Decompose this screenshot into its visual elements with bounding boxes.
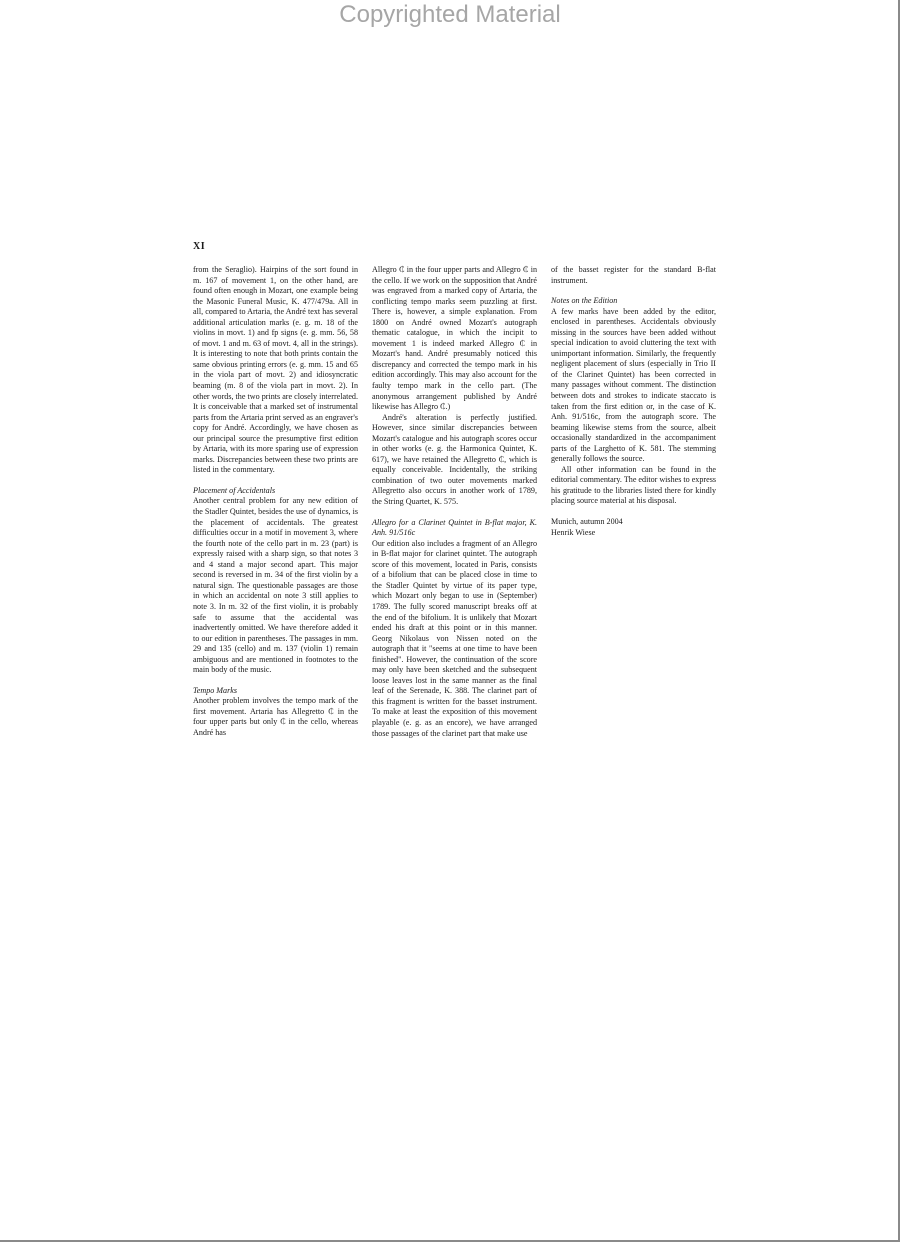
paragraph: from the Seraglio). Hairpins of the sort found in m. 167 of movement 1, on the other hand, are found often enough in Mozart, one example being the Masonic Funeral Music, K. 477/479a. All in all, compared to Artaria, the André text has several additional articulation marks (e. g. m. 18 of the violins in movt. 1) and fp signs (e. g. mm. 56, 58 of movt. 1 and m. 63 of movt. 4, all in the strings). It is interesting to note that both prints contain the same obvious printing errors (e. g. mm. 15 and 65 in the viola part of movt. 2) and idiosyncratic beaming (m. 8 of the viola part in movt. 2). In other words, the two prints are closely interrelated. It is conceivable that a marked set of instrumental parts from the Artaria print served as an engraver's copy for André. Accordingly, we have chosen as our principal source the presumptive first edition by Artaria, with its more sparing use of expression marks. Discrepancies between these two prints are listed in the commentary. bbox=[193, 265, 358, 475]
text-column-2 bbox=[372, 265, 537, 739]
place-date: Munich, autumn 2004 bbox=[551, 517, 623, 527]
paragraph: Our edition also includes a fragment of an Allegro in B-flat major for clarinet quintet. The autograph score of this movement, located in Paris, consists of a bifolium that can be placed close in time to the Stadler Quintet by virtue of its paper type, which Mozart only began to use in (September) 1789. The fully scored manuscript breaks off at the end of the bifolium. It is unlikely that Mozart ended his draft at this point or in this manner. Georg Nikolaus von Nissen noted on the autograph that it "seems at one time to have been finished". However, the continuation of the score may only have been sketched and the subsequent loose leaves lost in the same manner as the final leaf of the Serenade, K. 388. The clarinet part of this fragment is written for the basset instrument. To make at least the exposition of this movement playable (e. g. as an encore), we have arranged those passages of the clarinet part that make use bbox=[372, 538, 537, 738]
editor-signature: Henrik Wiese bbox=[551, 527, 596, 537]
copyright-watermark: Copyrighted Material bbox=[339, 1, 561, 28]
paragraph: Another central problem for any new edition of the Stadler Quintet, besides the use of dynamics, is the placement of accidentals. The greatest difficulties occur in a motif in movement 3, where the fourth note of the cello part in m. 23 (part) is expressly raised with a sharp sign, so that notes 3 and 4 stand a major second apart. This major second is reversed in m. 34 of the first violin by a natural sign. The questionable passages are those in which an accidental on note 3 still applies to note 3. In m. 32 of the first violin, it is probably safe to assume that the accidental was inadvertently omitted. We have therefore added it to our edition in parentheses. The passages in mm. 29 and 135 (cello) and m. 137 (violin 1) remain ambiguous and are mentioned in footnotes to the main body of the music. bbox=[193, 496, 358, 675]
text-column-1 bbox=[193, 265, 358, 739]
page-number: XI bbox=[193, 241, 206, 252]
paragraph: Another problem involves the tempo mark of the first movement. Artaria has Allegretto ₵ in the four upper parts but only ₵ in the cello, whereas André has bbox=[193, 696, 358, 737]
section-heading-accidentals: Placement of Accidentals bbox=[193, 485, 276, 495]
text-column-3 bbox=[551, 265, 716, 538]
paragraph: of the basset register for the standard B-flat instrument. bbox=[551, 265, 716, 285]
paragraph: André's alteration is perfectly justified. However, since similar discrepancies between Mozart's catalogue and his autograph scores occur in other works (e. g. the Harmonica Quintet, K. 617), we have retained the Allegretto ₵, which is equally conceivable. Incidentally, the striking combination of two outer movements marked Allegretto also occurs in another work of 1789, the String Quartet, K. 575. bbox=[372, 412, 537, 507]
paragraph: Allegro ₵ in the four upper parts and Allegro ₵ in the cello. If we work on the supposition that André was engraved from a marked copy of Artaria, the conflicting tempo marks seem puzzling at first. There is, however, a simple explanation. From 1800 on André owned Mozart's autograph thematic catalogue, in which the incipit to movement 1 is indeed marked Allegro ₵ in Mozart's hand. André presumably noticed this discrepancy and corrected the tempo mark in his edition accordingly. This may also account for the faulty tempo mark in the cello part. (The anonymous arrangement published by André likewise has Allegro ₵.) bbox=[372, 265, 537, 412]
paragraph: All other information can be found in the editorial commentary. The editor wishes to express his gratitude to the libraries listed there for kindly placing source material at his disposal. bbox=[551, 464, 716, 506]
section-heading-notes-on-edition: Notes on the Edition bbox=[551, 296, 618, 306]
paragraph: A few marks have been added by the editor, enclosed in parentheses. Accidentals obviously missing in the sources have been added without special indication to avoid cluttering the text with unimportant information. Similarly, the frequently negligent placement of slurs (especially in Trio II of the Clarinet Quintet) has been corrected in many passages without comment. The distinction between dots and strokes to indicate staccato is taken from the first edition or, in the case of K. Anh. 91/516c, from the autograph score. The beaming likewise stems from the source, albeit occasionally standardized in the accompaniment parts of the Larghetto of K. 581. The stemming generally follows the source. bbox=[551, 306, 716, 464]
section-heading-clarinet-allegro: Allegro for a Clarinet Quintet in B-flat major, K. Anh. 91/516c bbox=[372, 517, 537, 538]
section-heading-tempo-marks: Tempo Marks bbox=[193, 685, 237, 695]
